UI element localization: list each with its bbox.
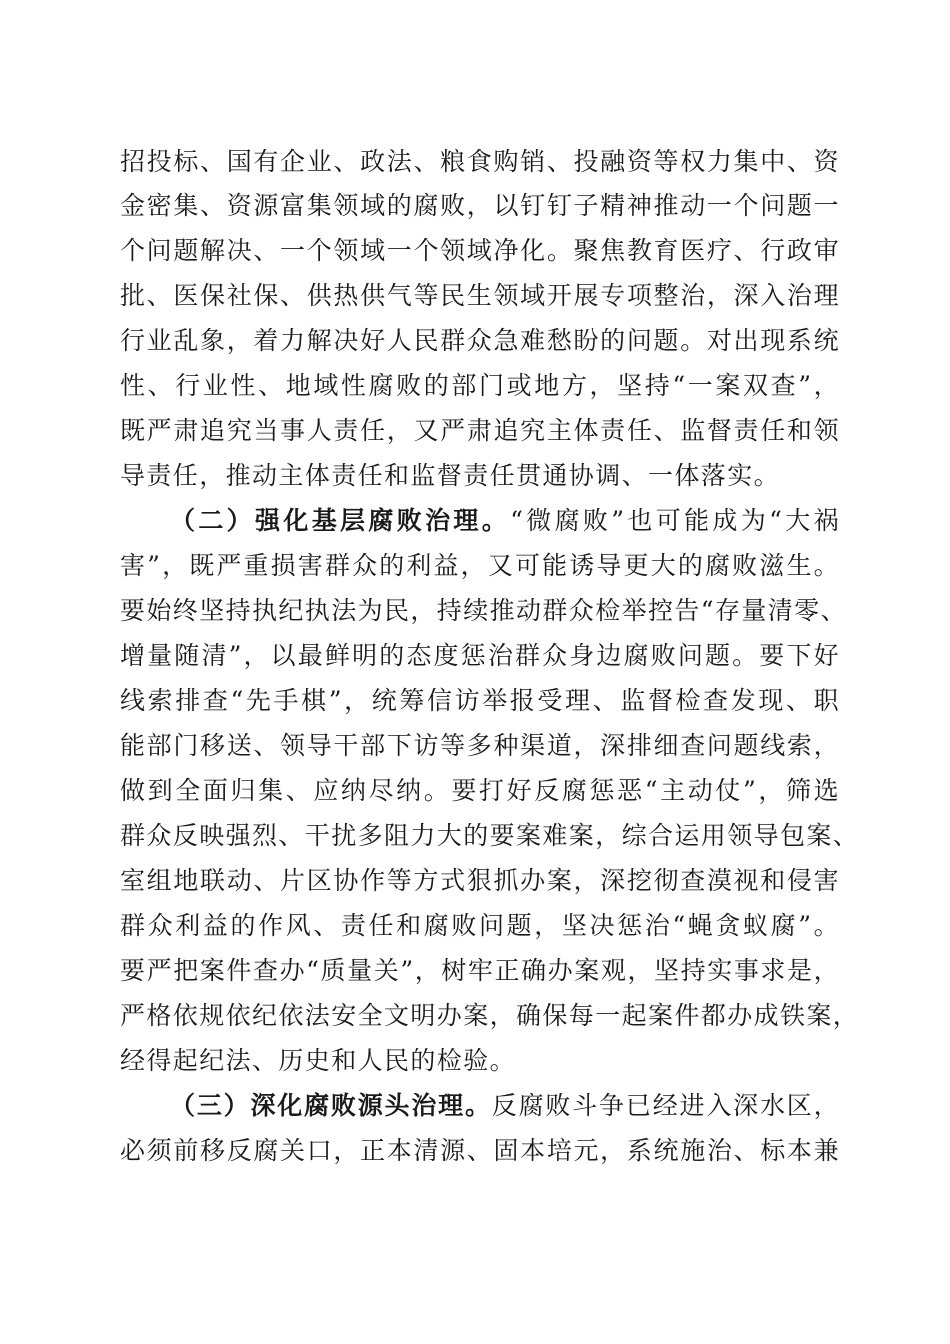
paragraph-1-line-1: 招投标、国有企业、政法、粮食购销、投融资等权力集中、资 [120,147,840,176]
paragraph-3-line-2: 必须前移反腐关口，正本清源、固本培元，系统施治、标本兼 [120,1136,840,1165]
paragraph-2-first-line-text: “微腐败”也可能成为“大祸 [510,506,840,535]
paragraph-2-line-12: 严格依规依纪依法安全文明办案，确保每一起案件都办成铁案， [120,1001,860,1030]
paragraph-1-line-4: 批、医保社保、供热供气等民生领域开展专项整治，深入治理 [120,281,840,310]
paragraph-2-first-line [170,501,840,541]
paragraph-2-line-13: 经得起纪法、历史和人民的检验。 [120,1046,517,1075]
paragraph-2-line-2: 害”，既严重损害群众的利益，又可能诱导更大的腐败滋生。 [120,551,840,580]
paragraph-2-line-9: 室组地联动、片区协作等方式狠抓办案，深挖彻查漠视和侵害 [120,866,840,895]
paragraph-1-line-3: 个问题解决、一个领域一个领域净化。聚焦教育医疗、行政审 [120,236,840,265]
paragraph-2-line-8: 群众反映强烈、干扰多阻力大的要案难案，综合运用领导包案、 [120,821,860,850]
paragraph-2-line-10: 群众利益的作风、责任和腐败问题，坚决惩治“蝇贪蚁腐”。 [120,911,840,940]
paragraph-1-line-6: 性、行业性、地域性腐败的部门或地方，坚持“一案双查”， [120,371,840,400]
paragraph-2-line-6: 能部门移送、领导干部下访等多种渠道，深排细查问题线索， [120,731,840,760]
paragraph-1-line-5: 行业乱象，着力解决好人民群众急难愁盼的问题。对出现系统 [120,326,840,355]
paragraph-1-line-2: 金密集、资源富集领域的腐败，以钉钉子精神推动一个问题一 [120,191,840,220]
paragraph-2-line-5: 线索排查“先手棋”，统筹信访举报受理、监督检查发现、职 [120,686,840,715]
paragraph-2-line-4: 增量随清”，以最鲜明的态度惩治群众身边腐败问题。要下好 [120,641,840,670]
paragraph-3-heading: （三）深化腐败源头治理。 [170,1091,492,1120]
paragraph-2-heading: （二）强化基层腐败治理。 [170,506,511,535]
paragraph-2-line-11: 要严把案件查办“质量关”，树牢正确办案观，坚持实事求是， [120,956,840,985]
paragraph-3-first-line [170,1086,840,1126]
paragraph-2-line-3: 要始终坚持执纪执法为民，持续推动群众检举控告“存量清零、 [120,596,847,625]
paragraph-1-line-7: 既严肃追究当事人责任，又严肃追究主体责任、监督责任和领 [120,416,840,445]
paragraph-2-line-7: 做到全面归集、应纳尽纳。要打好反腐惩恶“主动仗”，筛选 [120,776,840,805]
paragraph-1-line-8: 导责任，推动主体责任和监督责任贯通协调、一体落实。 [120,461,781,490]
paragraph-3-first-line-text: 反腐败斗争已经进入深水区， [491,1091,840,1120]
